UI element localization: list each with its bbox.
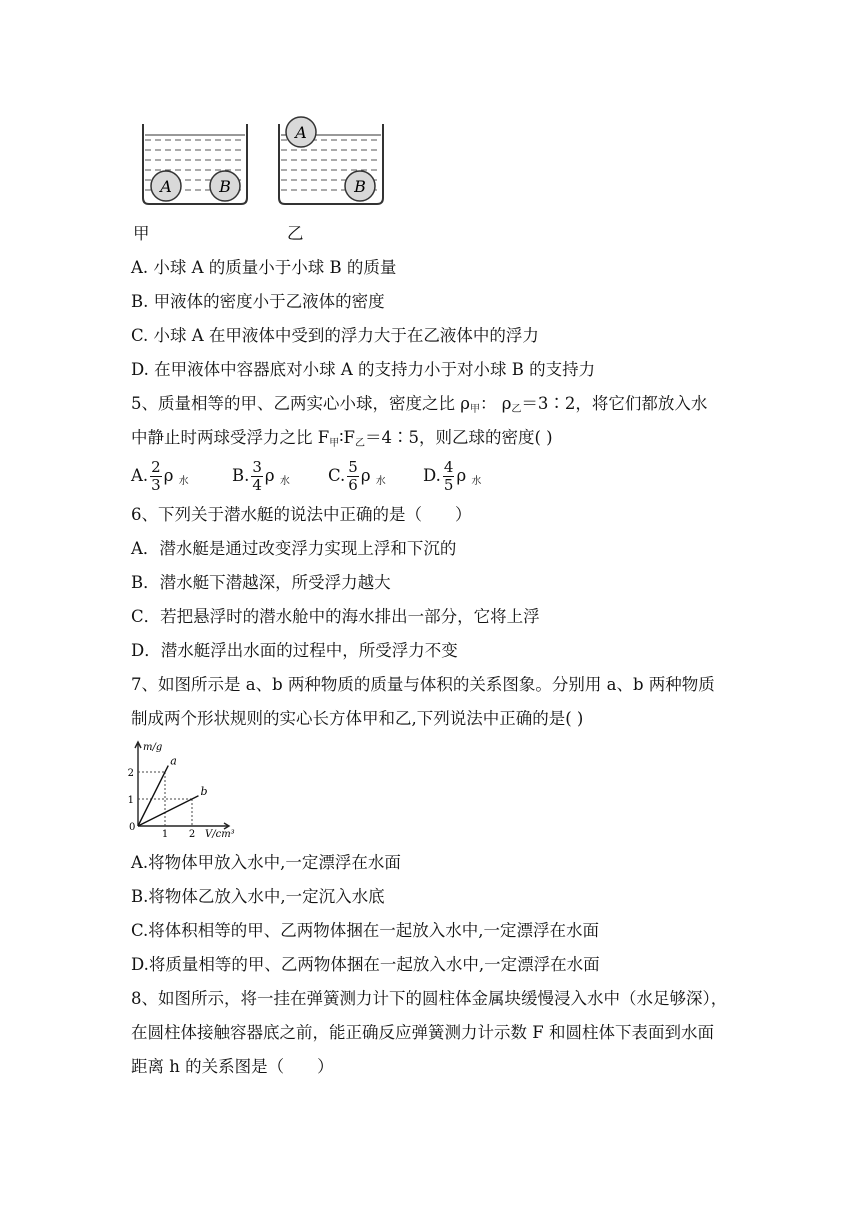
q4-option-b: B. 甲液体的密度小于乙液体的密度 — [131, 292, 385, 311]
q6-option-a: A．潜水艇是通过改变浮力实现上浮和下沉的 — [131, 539, 457, 558]
svg-text:B: B — [219, 177, 231, 196]
q8-stem-line1: 8、如图所示，将一挂在弹簧测力计下的圆柱体金属块缓慢浸入水中（水足够深）， — [131, 989, 728, 1008]
svg-text:B: B — [354, 177, 366, 196]
q5-option-b: B. $\frac{3}{4}$ ρ $_水$ — [232, 458, 290, 494]
q7-option-c: C.将体积相等的甲、乙两物体捆在一起放入水中,一定漂浮在水面 — [131, 921, 600, 940]
q7-option-a: A.将物体甲放入水中,一定漂浮在水面 — [131, 853, 401, 872]
ball-a-jia — [151, 171, 181, 201]
q5-option-a: A. $\frac{2}{3}$ ρ $_水$ — [131, 458, 189, 494]
beakers-figure — [135, 112, 395, 208]
figure-label-yi: 乙 — [287, 224, 304, 243]
ball-b-yi — [345, 171, 375, 201]
q5-stem-line2: 中静止时两球受浮力之比 $F_甲∶F_乙=4∶5$，则乙球的密度( ) — [131, 428, 553, 449]
q5-option-c: C. $\frac{5}{6}$ ρ $_水$ — [328, 458, 386, 494]
chart-y-tick-label: 1 — [127, 795, 134, 806]
q4-option-a: A. 小球 A 的质量小于小球 B 的质量 — [131, 258, 397, 277]
chart-origin-label: 0 — [129, 822, 136, 833]
q4-option-d: D. 在甲液体中容器底对小球 A 的支持力小于对小球 B 的支持力 — [131, 360, 596, 379]
ball-b-jia — [210, 171, 240, 201]
ball-a-yi — [286, 117, 316, 147]
mass-volume-chart — [124, 738, 254, 842]
chart-axes — [135, 742, 229, 829]
chart-y-tick-label: 2 — [127, 768, 134, 779]
beaker-yi — [279, 117, 383, 204]
q7-option-d: D.将质量相等的甲、乙两物体捆在一起放入水中,一定漂浮在水面 — [131, 955, 600, 974]
chart-series-label-b: b — [200, 784, 208, 798]
figure-label-jia: 甲 — [133, 224, 150, 243]
chart-guide-lines — [138, 772, 192, 826]
q6-stem: 6、下列关于潜水艇的说法中正确的是（ ） — [131, 505, 472, 524]
q7-stem-line2: 制成两个形状规则的实心长方体甲和乙,下列说法中正确的是( ) — [131, 709, 584, 728]
q6-option-d: D．潜水艇浮出水面的过程中，所受浮力不变 — [131, 641, 458, 660]
chart-series-group — [138, 766, 198, 826]
chart-x-tick-label: 2 — [188, 829, 196, 840]
beaker-jia — [143, 124, 247, 204]
chart-series-label-a: a — [170, 754, 177, 768]
chart-series-line-a — [138, 766, 168, 826]
q8-stem-line2: 在圆柱体接触容器底之前，能正确反应弹簧测力计示数 F 和圆柱体下表面到水面 — [131, 1023, 714, 1042]
q6-option-c: C．若把悬浮时的潜水舱中的海水排出一部分，它将上浮 — [131, 607, 540, 626]
q5-stem-line1: 5、质量相等的甲、乙两实心小球，密度之比 $\rho_甲$： $\rho_乙=3∶2$，将它们都放入水 — [131, 394, 708, 415]
q6-option-b: B．潜水艇下潜越深，所受浮力越大 — [131, 573, 391, 592]
q7-stem-line1: 7、如图所示是 a、b 两种物质的质量与体积的关系图象。分别用 a、b 两种物质 — [131, 675, 715, 694]
q4-option-c: C. 小球 A 在甲液体中受到的浮力大于在乙液体中的浮力 — [131, 326, 539, 345]
q7-option-b: B.将物体乙放入水中,一定沉入水底 — [131, 887, 385, 906]
chart-series-line-b — [138, 796, 198, 826]
svg-text:A: A — [160, 177, 172, 196]
q5-option-d: D. $\frac{4}{5}$ ρ $_水$ — [423, 458, 482, 494]
svg-text:A: A — [295, 123, 307, 142]
chart-x-axis-label: V/cm³ — [205, 829, 235, 840]
q8-stem-line3: 距离 h 的关系图是（ ） — [131, 1057, 334, 1076]
chart-x-tick-label: 1 — [161, 829, 169, 840]
chart-y-axis-label: m/g — [143, 742, 163, 753]
